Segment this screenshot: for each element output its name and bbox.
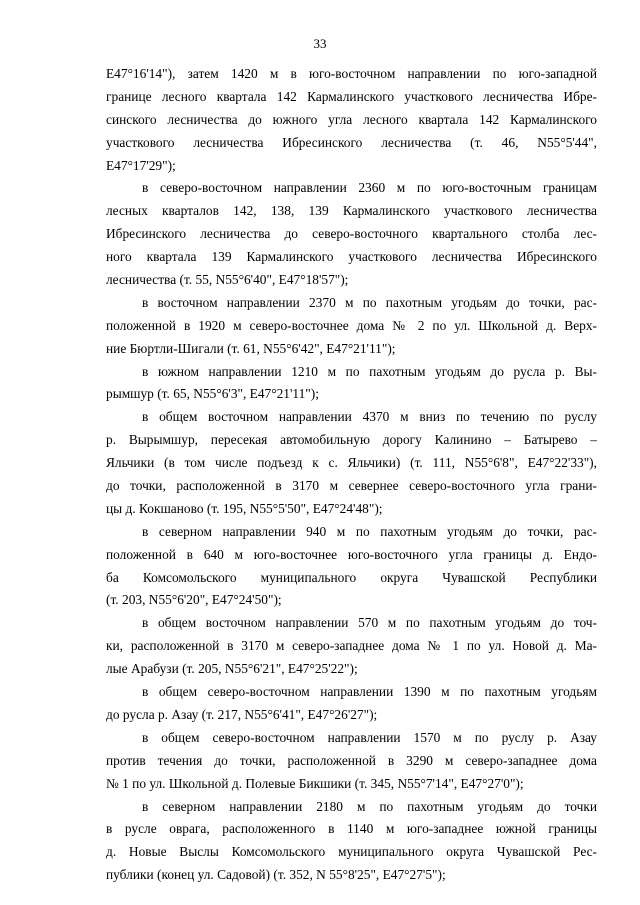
text-line: д. Новые Выслы Комсомольского муниципального округа Чувашской Рес- xyxy=(106,844,597,860)
text-line: ного квартала 139 Кармалинского участкового лесничества Ибресинского xyxy=(106,249,597,265)
text-line: Ибресинского лесничества до северо-восточного квартального столба лес- xyxy=(106,226,597,242)
text-line: рымшур (т. 65, N55°6'3", E47°21'11"); xyxy=(106,386,319,402)
text-line: E47°16'14"), затем 1420 м в юго-восточном направлении по юго-западной xyxy=(106,66,597,81)
paragraph xyxy=(106,361,597,407)
text-line: лесных кварталов 142, 138, 139 Кармалинского участкового лесничества xyxy=(106,203,597,219)
text-line: (т. 203, N55°6'20", E47°24'50"); xyxy=(106,592,282,608)
text-line: в общем северо-восточном направлении 1390 м по пахотным угодьям xyxy=(142,684,597,700)
text-line: цы д. Кокшаново (т. 195, N55°5'50", E47°24'48"); xyxy=(106,500,383,516)
text-line: участкового лесничества Ибресинского лесничества (т. 46, N55°5'44", xyxy=(106,134,597,150)
text-line: E47°17'29"); xyxy=(106,157,176,173)
text-line: р. Вырымшур, пересекая автомобильную дорогу Калинино – Батырево – xyxy=(106,432,597,448)
text-line: в общем восточном направлении 570 м по пахотным угодьям до точ- xyxy=(142,615,597,631)
document-body xyxy=(106,63,597,887)
paragraph xyxy=(106,63,597,177)
text-line: публики (конец ул. Садовой) (т. 352, N 55°8'25", E47°27'5"); xyxy=(106,867,446,883)
page-number: 33 xyxy=(313,36,327,51)
text-line: в русле оврага, расположенного в 1140 м юго-западнее южной границы xyxy=(106,821,597,837)
text-line: лесничества (т. 55, N55°6'40", E47°18'57"); xyxy=(106,272,349,288)
paragraph xyxy=(106,406,597,520)
text-line: положенной в 1920 м северо-восточнее дома № 2 по ул. Школьной д. Верх- xyxy=(106,317,597,333)
text-line: в южном направлении 1210 м по пахотным угодьям до русла р. Вы- xyxy=(142,363,597,379)
text-line: ба Комсомольского муниципального округа Чувашской Республики xyxy=(106,569,597,585)
text-line: в общем северо-восточном направлении 1570 м по руслу р. Азау xyxy=(142,729,597,745)
paragraph xyxy=(106,521,597,613)
paragraph xyxy=(106,796,597,888)
text-line: до русла р. Азау (т. 217, N55°6'41", E47°26'27"); xyxy=(106,706,378,722)
paragraph xyxy=(106,612,597,681)
text-line: до точки, расположенной в 3170 м севернее северо-восточного угла грани- xyxy=(106,478,597,494)
text-line: против течения до точки, расположенной в 3290 м северо-западнее дома xyxy=(106,752,597,768)
text-line: лые Арабузи (т. 205, N55°6'21", E47°25'22"); xyxy=(106,661,358,677)
paragraph xyxy=(106,727,597,796)
text-line: № 1 по ул. Школьной д. Полевые Бикшики (т. 345, N55°7'14", E47°27'0"); xyxy=(106,775,524,791)
text-line: в общем восточном направлении 4370 м вниз по течению по руслу xyxy=(142,409,597,425)
text-line: в северном направлении 940 м по пахотным угодьям до точки, рас- xyxy=(142,523,597,539)
paragraph xyxy=(106,681,597,727)
text-line: Яльчики (в том числе подъезд к с. Яльчики) (т. 111, N55°6'8", E47°22'33"), xyxy=(106,455,597,471)
text-line: синского лесничества до южного угла лесного квартала 142 Кармалинского xyxy=(106,111,597,127)
text-line: в восточном направлении 2370 м по пахотным угодьям до точки, рас- xyxy=(142,294,597,310)
paragraph xyxy=(106,292,597,361)
text-line: ки, расположенной в 3170 м северо-западнее дома № 1 по ул. Новой д. Ма- xyxy=(106,638,597,654)
text-line: в северном направлении 2180 м по пахотным угодьям до точки xyxy=(142,798,597,814)
paragraph xyxy=(106,177,597,291)
text-line: в северо-восточном направлении 2360 м по юго-восточным границам xyxy=(142,180,597,196)
text-line: положенной в 640 м юго-восточнее юго-восточного угла границы д. Ендо- xyxy=(106,546,597,562)
text-line: ние Бюртли-Шигали (т. 61, N55°6'42", E47°21'11"); xyxy=(106,340,396,356)
text-line: границе лесного квартала 142 Кармалинского участкового лесничества Ибре- xyxy=(106,88,597,104)
